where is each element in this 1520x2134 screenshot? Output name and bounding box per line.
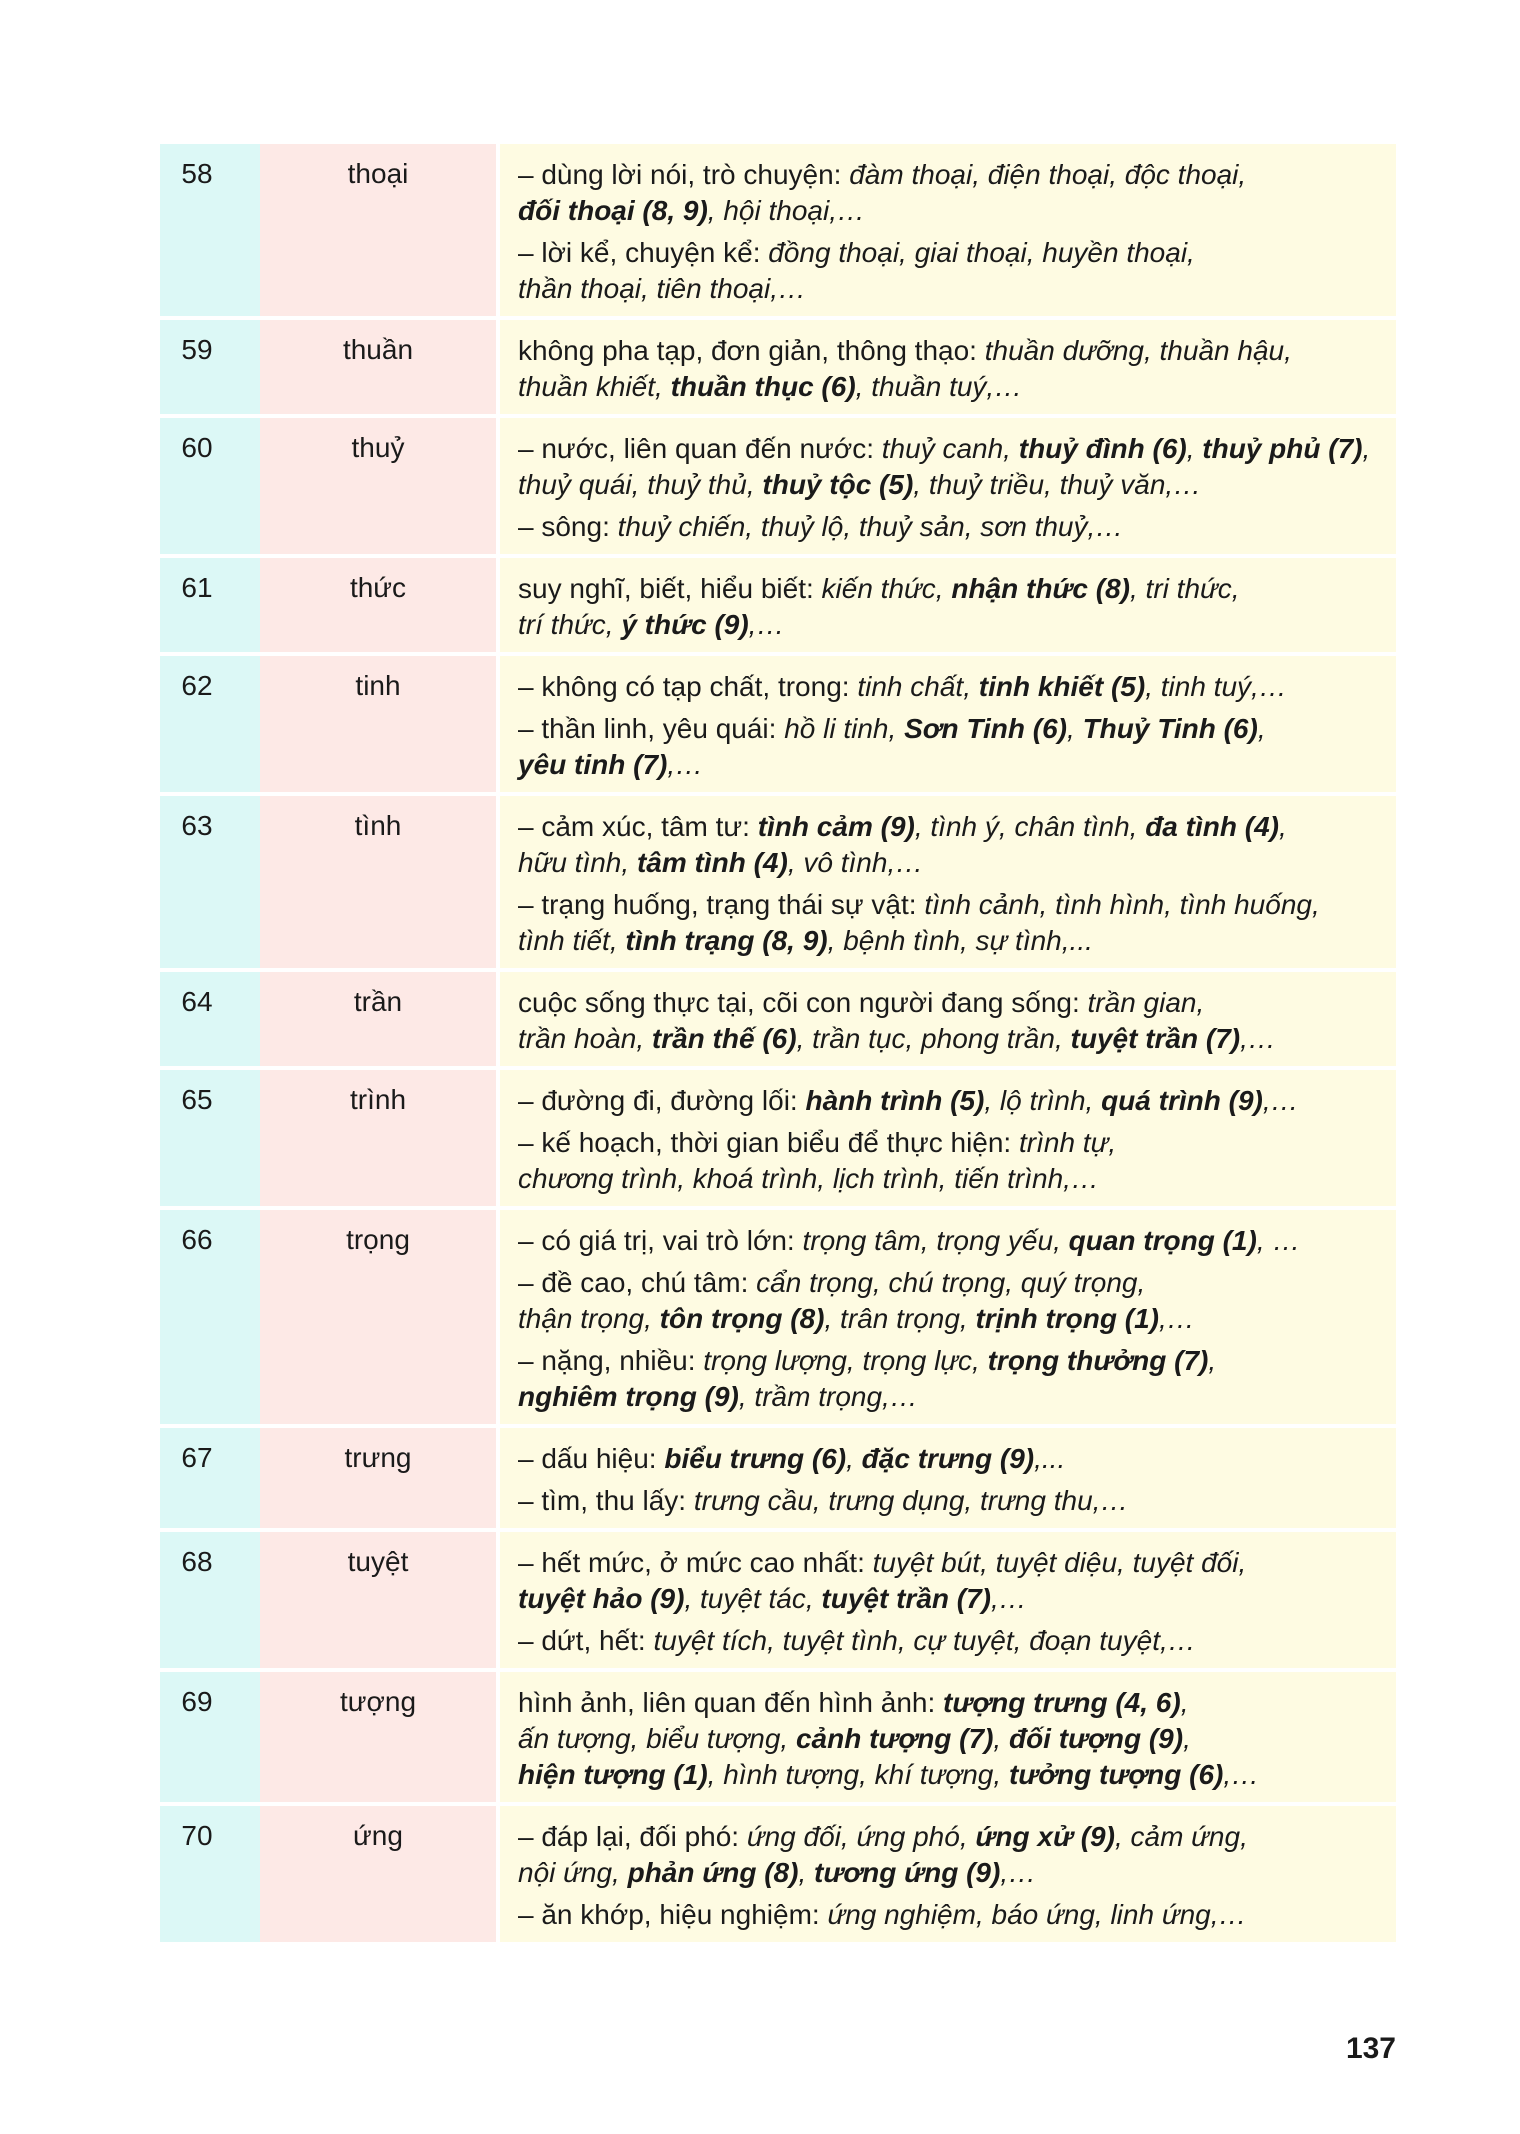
keyword-term: biểu trưng (6) [664,1443,847,1474]
entry-number-cell [160,1670,260,1804]
definition-sense [518,431,1382,503]
root-word: ứng [260,1804,496,1944]
definition-sense [518,809,1382,881]
example-words: , [993,1723,1009,1754]
entry-number-cell [160,654,260,794]
entry-number: 62 [181,670,213,701]
entry-number-cell [160,416,260,556]
root-word: trưng [260,1426,496,1530]
example-words: tình cảnh, tình hình, tình huống, [924,889,1320,920]
example-words: , [1067,713,1083,744]
definition-sense [518,711,1382,783]
example-words: , trầm trọng,… [738,1381,918,1412]
example-words: ,… [667,749,704,780]
keyword-term: tình trạng (8, 9) [625,925,828,956]
definition-sense [518,509,1382,545]
example-words: , [846,1443,862,1474]
definition-sense [518,1083,1382,1119]
example-words: ,… [1262,1085,1299,1116]
example-words: ,… [748,609,785,640]
meaning-text: – ăn khớp, hiệu nghiệm: [518,1899,828,1930]
example-words: trọng lượng, trọng lực, [703,1345,988,1376]
keyword-term: đặc trưng (9) [861,1443,1035,1474]
example-words: ,… [1159,1303,1195,1334]
keyword-term: thuỷ tộc (5) [762,469,914,500]
example-words: trọng tâm, trọng yếu, [802,1225,1069,1256]
meaning-text: suy nghĩ, biết, hiểu biết: [518,573,822,604]
example-words: , tinh tuý,… [1145,671,1287,702]
table-row [160,1208,1396,1426]
example-words: , hội thoại,… [707,195,865,226]
table-row [160,794,1396,970]
keyword-term: quan trọng (1) [1068,1225,1257,1256]
meaning-text: – dứt, hết: [518,1625,654,1656]
definition-sense [518,1685,1382,1793]
root-word: tượng [260,1670,496,1804]
definition-cell [500,1068,1396,1208]
meaning-text: – lời kể, chuyện kể: [518,237,769,268]
definition-sense [518,887,1382,959]
example-words: , thuỷ triều, thuỷ văn,… [913,469,1202,500]
root-word: thoại [260,144,496,318]
example-words: , trân trọng, [824,1303,976,1334]
table-row [160,1670,1396,1804]
definition-sense [518,1623,1382,1659]
definition-sense [518,1897,1382,1933]
example-words: , [1183,1723,1191,1754]
keyword-term: ứng xử (9) [975,1821,1115,1852]
definition-cell [500,1804,1396,1944]
entry-number: 60 [181,432,213,463]
example-words: , [1362,433,1371,464]
keyword-term: Sơn Tinh (6) [904,713,1068,744]
example-words: trí thức, [518,609,622,640]
example-words: thuần khiết, [518,371,671,402]
example-words: thuỷ chiến, thuỷ lộ, thuỷ sản, sơn thuỷ,… [617,511,1124,542]
table-row [160,144,1396,318]
example-words: , cảm ứng, [1114,1821,1248,1852]
definition-sense [518,1819,1382,1891]
keyword-term: tinh khiết (5) [978,671,1146,702]
example-words: đồng thoại, giai thoại, huyền thoại, [768,237,1195,268]
definition-sense [518,1545,1382,1617]
table-row [160,1068,1396,1208]
example-words: ứng nghiệm, báo ứng, linh ứng,… [827,1899,1247,1930]
meaning-text: – có giá trị, vai trò lớn: [518,1225,803,1256]
keyword-term: thuỷ phủ (7) [1202,433,1363,464]
definition-sense [518,1265,1382,1337]
keyword-term: tương ứng (9) [814,1857,1001,1888]
example-words: , tình ý, chân tình, [914,811,1146,842]
example-words: trình tự, [1019,1127,1117,1158]
keyword-term: tưởng tượng (6) [1008,1759,1224,1790]
example-words: , [1208,1345,1217,1376]
example-words: thận trọng, [518,1303,660,1334]
definition-sense [518,333,1382,405]
definition-cell [500,1670,1396,1804]
example-words: ấn tượng, biểu tượng, [518,1723,796,1754]
entry-number: 65 [181,1084,213,1115]
glossary-table [160,144,1396,1946]
keyword-term: thuần thục (6) [670,371,856,402]
keyword-term: đối tượng (9) [1008,1723,1184,1754]
entry-number: 63 [181,810,213,841]
definition-cell [500,318,1396,416]
table-row [160,1530,1396,1670]
keyword-term: tâm tình (4) [636,847,788,878]
example-words: , [1180,1687,1189,1718]
keyword-term: đa tình (4) [1145,811,1279,842]
definition-cell [500,654,1396,794]
entry-number-cell [160,1426,260,1530]
page-number: 137 [1345,2032,1396,2065]
root-word: thuần [260,318,496,416]
meaning-text: – dùng lời nói, trò chuyện: [518,159,850,190]
example-words: , [1257,713,1266,744]
root-word: thuỷ [260,416,496,556]
meaning-text: – nặng, nhiều: [518,1345,704,1376]
definition-cell [500,970,1396,1068]
example-words: trần gian, [1087,987,1205,1018]
definition-cell [500,556,1396,654]
meaning-text: – đường đi, đường lối: [518,1085,806,1116]
meaning-text: – thần linh, yêu quái: [518,713,785,744]
definition-cell [500,1426,1396,1530]
entry-number-cell [160,144,260,318]
glossary-body [160,144,1396,1944]
entry-number-cell [160,1208,260,1426]
table-row [160,1426,1396,1530]
definition-sense [518,1483,1382,1519]
example-words: thần thoại, tiên thoại,… [518,273,806,304]
meaning-text: không pha tạp, đơn giản, thông thạo: [518,335,985,366]
keyword-term: trịnh trọng (1) [975,1303,1159,1334]
meaning-text: hình ảnh, liên quan đến hình ảnh: [518,1687,944,1718]
table-row [160,556,1396,654]
example-words: tinh chất, [857,671,979,702]
example-words: chương trình, khoá trình, lịch trình, tiến trình,… [518,1163,1099,1194]
keyword-term: tôn trọng (8) [659,1303,825,1334]
example-words: hồ li tinh, [784,713,905,744]
entry-number: 64 [181,986,213,1017]
entry-number-cell [160,1530,260,1670]
example-words: ,… [1240,1023,1276,1054]
meaning-text: cuộc sống thực tại, cõi con người đang sống: [518,987,1088,1018]
root-word: tuyệt [260,1530,496,1670]
example-words: , trần tục, phong trần, [796,1023,1071,1054]
definition-cell [500,1530,1396,1670]
entry-number: 67 [181,1442,213,1473]
entry-number: 69 [181,1686,213,1717]
definition-sense [518,985,1382,1057]
example-words: ,… [1223,1759,1260,1790]
meaning-text: – không có tạp chất, trong: [518,671,858,702]
table-row [160,654,1396,794]
table-row [160,970,1396,1068]
keyword-term: yêu tinh (7) [518,749,668,780]
root-word: tinh [260,654,496,794]
definition-sense [518,1223,1382,1259]
table-row [160,1804,1396,1944]
example-words: tình tiết, [518,925,626,956]
example-words: , tuyệt tác, [684,1583,822,1614]
definition-sense [518,235,1382,307]
entry-number-cell [160,318,260,416]
root-word: trọng [260,1208,496,1426]
example-words: , [1186,433,1203,464]
entry-number: 59 [181,334,213,365]
entry-number: 66 [181,1224,213,1255]
keyword-term: Thuỷ Tinh (6) [1082,713,1258,744]
example-words: , hình tượng, khí tượng, [707,1759,1009,1790]
meaning-text: – hết mức, ở mức cao nhất: [518,1547,873,1578]
example-words: , [798,1857,815,1888]
keyword-term: trần thế (6) [651,1023,797,1054]
meaning-text: – đáp lại, đối phó: [518,1821,747,1852]
example-words: , [1278,811,1287,842]
entry-number: 61 [181,572,213,603]
example-words: ứng đối, ứng phó, [746,1821,976,1852]
example-words: trưng cầu, trưng dụng, trưng thu,… [693,1485,1129,1516]
root-word: trần [260,970,496,1068]
entry-number: 68 [181,1546,213,1577]
definition-cell [500,416,1396,556]
definition-sense [518,1441,1382,1477]
entry-number-cell [160,556,260,654]
definition-sense [518,571,1382,643]
example-words: tuyệt bút, tuyệt diệu, tuyệt đối, [872,1547,1247,1578]
keyword-term: thuỷ đình (6) [1018,433,1187,464]
keyword-term: đối thoại (8, 9) [518,195,708,226]
keyword-term: cảnh tượng (7) [795,1723,994,1754]
keyword-term: hành trình (5) [805,1085,985,1116]
example-words: trần hoàn, [518,1023,652,1054]
definition-cell [500,1208,1396,1426]
meaning-text: – cảm xúc, tâm tư: [518,811,758,842]
example-words: ,… [991,1583,1027,1614]
table-row [160,318,1396,416]
root-word: trình [260,1068,496,1208]
definition-sense [518,1343,1382,1415]
example-words: tuyệt tích, tuyệt tình, cự tuyệt, đoạn tuyệt,… [653,1625,1196,1656]
example-words: nội ứng, [518,1857,628,1888]
definition-cell [500,144,1396,318]
entry-number-cell [160,970,260,1068]
keyword-term: tuyệt trần (7) [821,1583,991,1614]
keyword-term: quá trình (9) [1101,1085,1263,1116]
example-words: hữu tình, [518,847,637,878]
example-words: , vô tình,… [787,847,924,878]
keyword-term: tuyệt trần (7) [1070,1023,1241,1054]
example-words: ,... [1034,1443,1066,1474]
example-words: , bệnh tình, sự tình,... [827,925,1093,956]
entry-number: 70 [181,1820,213,1851]
meaning-text: – đề cao, chú tâm: [518,1267,757,1298]
example-words: thuỷ quái, thuỷ thủ, [518,469,763,500]
example-words: thuỷ canh, [881,433,1019,464]
keyword-term: hiện tượng (1) [518,1759,708,1790]
meaning-text: – sông: [518,511,618,542]
entry-number-cell [160,1804,260,1944]
keyword-term: phản ứng (8) [627,1857,799,1888]
example-words: ,… [1000,1857,1037,1888]
example-words: , lộ trình, [984,1085,1102,1116]
example-words: , … [1256,1225,1301,1256]
root-word: tình [260,794,496,970]
definition-sense [518,1125,1382,1197]
keyword-term: nhận thức (8) [951,573,1130,604]
example-words: , tri thức, [1130,573,1240,604]
definition-sense [518,669,1382,705]
keyword-term: nghiêm trọng (9) [518,1381,739,1412]
meaning-text: – dấu hiệu: [518,1443,665,1474]
entry-number-cell [160,794,260,970]
example-words: , thuần tuý,… [855,371,1023,402]
table-row [160,416,1396,556]
meaning-text: – tìm, thu lấy: [518,1485,694,1516]
keyword-term: tượng trưng (4, 6) [943,1687,1181,1718]
entry-number-cell [160,1068,260,1208]
example-words: kiến thức, [821,573,952,604]
keyword-term: tuyệt hảo (9) [518,1583,685,1614]
example-words: đàm thoại, điện thoại, độc thoại, [849,159,1247,190]
keyword-term: ý thức (9) [621,609,749,640]
root-word: thức [260,556,496,654]
keyword-term: tình cảm (9) [757,811,915,842]
example-words: thuần dưỡng, thuần hậu, [984,335,1292,366]
meaning-text: – nước, liên quan đến nước: [518,433,882,464]
example-words: cẩn trọng, chú trọng, quý trọng, [756,1267,1146,1298]
meaning-text: – trạng huống, trạng thái sự vật: [518,889,925,920]
definition-cell [500,794,1396,970]
entry-number: 58 [181,158,213,189]
keyword-term: trọng thưởng (7) [987,1345,1209,1376]
definition-sense [518,157,1382,229]
meaning-text: – kế hoạch, thời gian biểu để thực hiện: [518,1127,1019,1158]
